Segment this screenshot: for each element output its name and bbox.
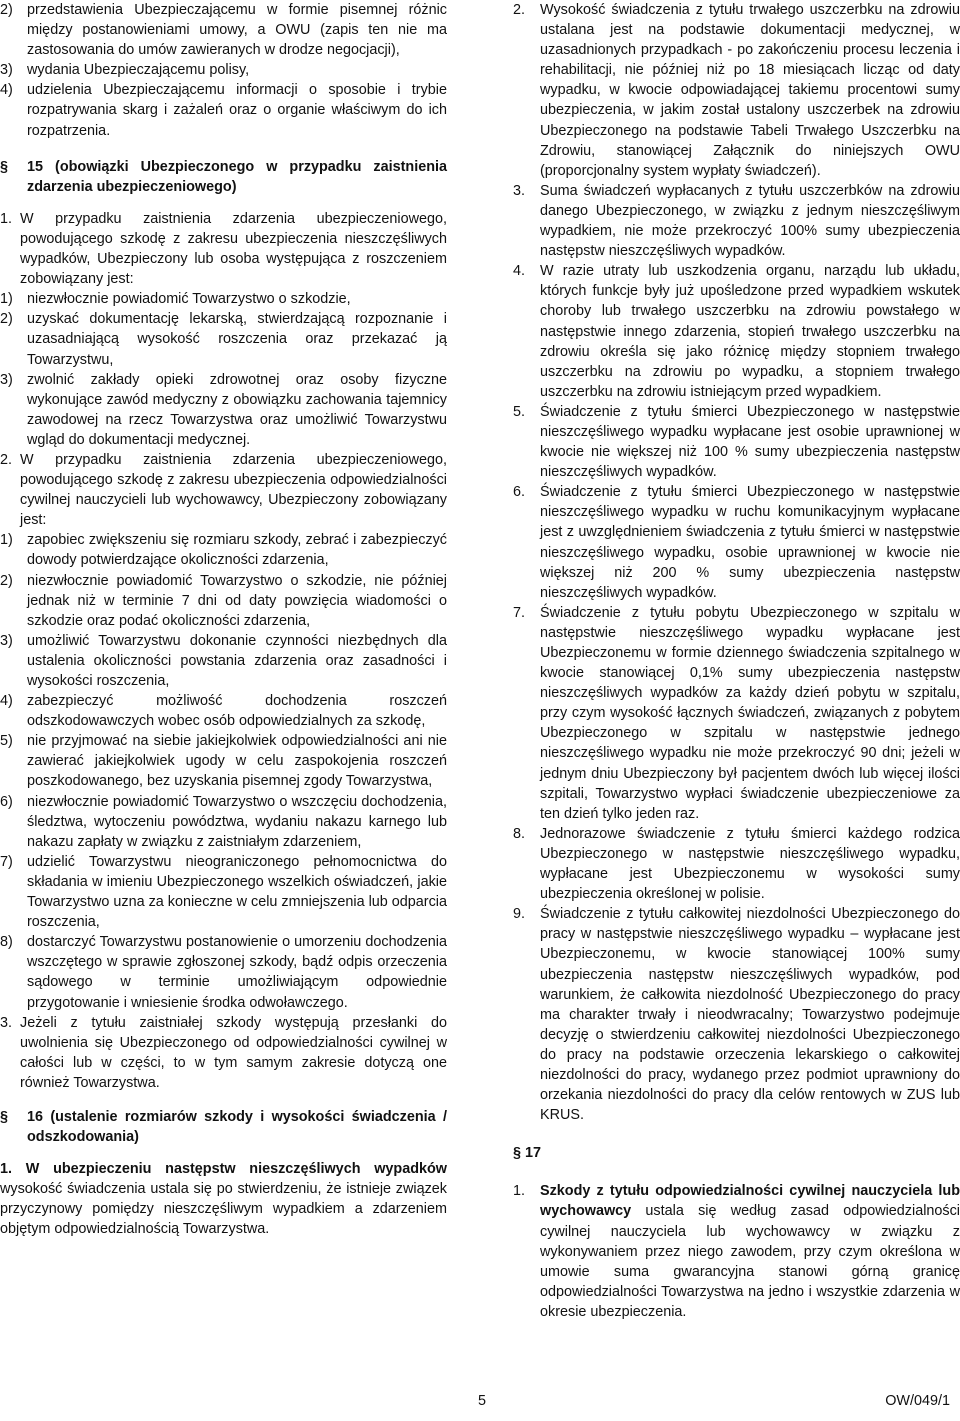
item-number: 3) [0, 632, 13, 649]
list-item [0, 370, 447, 450]
item-number: 3) [0, 62, 13, 79]
section-symbol: § [0, 158, 9, 175]
paragraph-item [513, 261, 960, 402]
paragraph-text: Świadczenie z tytułu całkowitej niezdolności Ubezpieczonego do pracy w następstwie nieszczęśliwego wypadku – wypłacane jest Ubezpieczonemu, w kwocie stanowiącej 100% sumy ubezpieczenia następstw nieszczęśliwych wypadków, pod warunkiem, że całkowita niezdolność Ubezpieczonego do pracy ma charakter trwały i nieodwracalny; Towarzystwo podejmuje decyzję o stwierdzeniu całkowitej niezdolności Ubezpieczonego do pracy na podstawie orzeczenia lekarskiego o całkowitej niezdolności do pracy, wydanego przez podmiot uprawniony do orzekania niezdolności do pracy dla celów rentowych w ZUS lub KRUS. [540, 906, 960, 1124]
paragraph-number: 2. [513, 2, 526, 18]
item-text: zwolnić zakłady opieki zdrowotnej oraz osoby fizyczne wykonujące zawód medyczny z obowiązku zachowania tajemnicy zawodowej na rzecz Towarzystwa oraz umożliwić Towarzystwu wgląd do dokumentacji medycznej. [27, 371, 447, 448]
section-title: 15 (obowiązki Ubezpieczonego w przypadku zaistnienia zdarzenia ubezpieczeniowego) [27, 158, 447, 195]
item-text: niezwłocznie powiadomić Towarzystwo o szkodzie, nie później jednak niż w terminie 7 dni od daty powzięcia wiadomości o szkodzie oraz podać okoliczności zdarzenia, [27, 572, 447, 629]
section-symbol: § [0, 1108, 9, 1125]
paragraph-item [513, 824, 960, 904]
paragraph-text: wysokość świadczenia ustala się po stwierdzeniu, że istnieje związek przyczynowy pomiędzy nieszczęśliwym wypadkiem a zdarzeniem objętym odpowiedzialnością Towarzystwa. [0, 1181, 447, 1238]
list-item [0, 691, 447, 731]
section-17-heading [513, 1143, 960, 1163]
paragraph-item [0, 1159, 447, 1239]
item-number: 6) [0, 793, 13, 810]
paragraph-text: W przypadku zaistnienia zdarzenia ubezpieczeniowego, powodującego szkodę z zakresu ubezpieczenia odpowiedzialności cywilnej nauczycieli lub wychowawcy, Ubezpieczony zobowiązany jest: [20, 451, 447, 529]
paragraph-number: 2. [0, 451, 13, 468]
paragraph-text: W razie utraty lub uszkodzenia organu, narządu lub układu, których funkcje były już upośledzone przed wypadkiem wskutek choroby lub trwałego uszczerbku na zdrowiu powstałego w następstwie innego zdarzenia, stopień trwałego uszczerbku na zdrowiu określa się jako różnicę między stopniem trwałego uszczerbku na zdrowiu po wypadku, a stopniem trwałego uszczerbku na zdrowiu istniejącym przed wypadkiem. [540, 263, 960, 400]
page-number: 5 [478, 1393, 487, 1409]
item-number: 2) [0, 311, 13, 328]
item-text: uzyskać dokumentację lekarską, stwierdzającą rozpoznanie i uzasadniającą wysokość roszczenia oraz przekazać ją Towarzystwu, [27, 311, 447, 368]
section-title: 17 [525, 1145, 542, 1162]
paragraph-item [513, 482, 960, 603]
item-text: zabezpieczyć możliwość dochodzenia roszczeń odszkodowawczych wobec osób odpowiedzialnych za szkodę, [27, 693, 447, 730]
item-text: nie przyjmować na siebie jakiejkolwiek odpowiedzialności ani nie zawierać jakiejkolwiek ugody w celu zaspokojenia roszczeń poszkodowanego, bez uzyskania pisemnej zgody Towarzystwa, [27, 733, 447, 790]
item-text: wydania Ubezpieczającemu polisy, [27, 62, 250, 79]
paragraph-item [0, 209, 447, 289]
section-title: 16 (ustalenie rozmiarów szkody i wysokości świadczenia / odszkodowania) [27, 1108, 447, 1146]
list-item [0, 731, 447, 791]
list-item [0, 571, 447, 631]
paragraph-item [513, 181, 960, 261]
item-text: przedstawienia Ubezpieczającemu w formie pisemnej różnic między postanowieniami umowy, a OWU (zapis ten nie ma zastosowania do umów zawieranych w drodze negocjacji), [27, 2, 447, 59]
item-number: 8) [0, 934, 13, 951]
paragraph-number: 1. [0, 1161, 13, 1178]
section-15-heading [0, 157, 447, 197]
list-item [0, 852, 447, 932]
paragraph-number: 9. [513, 906, 526, 923]
item-text: dostarczyć Towarzystwu postanowienie o umorzeniu dochodzenia wszczętego w sprawie zgłoszonej szkody, bądź odpis orzeczenia sądowego w terminie umożliwiającym odpowiednie przygotowanie i wniesienie środka odwoławczego. [27, 934, 447, 1011]
item-number: 7) [0, 853, 13, 870]
item-number: 4) [0, 82, 13, 99]
item-text: udzielenia Ubezpieczającemu informacji o sposobie i trybie rozpatrywania skarg i zażaleń oraz o organie właściwym do ich rozpatrzenia. [27, 82, 447, 139]
item-number: 5) [0, 733, 13, 750]
left-column [0, 0, 447, 1240]
document-code: OW/049/1 [885, 1393, 950, 1409]
item-number: 2) [0, 572, 13, 589]
list-item [0, 530, 447, 570]
paragraph-item [513, 0, 960, 181]
paragraph-text: Świadczenie z tytułu śmierci Ubezpieczonego w następstwie nieszczęśliwego wypadku wypłacane jest osobie uprawnionej w kwocie nie większej niż 100 % sumy ubezpieczenia następstw nieszczęśliwych wypadków. [540, 403, 960, 481]
paragraph-text: ustala się według zasad odpowiedzialności cywilnej nauczyciela lub wychowawcy w związku z wykonywaniem przez niego zawodem, przy czym określona w umowie suma gwarancyjna stanowi górną granicę odpowiedzialności Towarzystwa na jedno i wszystkie zdarzenia w okresie ubezpieczenia. [540, 1203, 960, 1320]
list-item [0, 60, 447, 80]
paragraph-number: 4. [513, 263, 526, 280]
section-symbol: § [513, 1145, 522, 1162]
page-footer [0, 1391, 960, 1421]
paragraph-number: 8. [513, 825, 526, 842]
paragraph-item [0, 1013, 447, 1093]
paragraph-number: 1. [0, 210, 13, 227]
paragraph-item [513, 402, 960, 482]
paragraph-number: 6. [513, 484, 526, 501]
item-text: zapobiec zwiększeniu się rozmiaru szkody, zebrać i zabezpieczyć dowody potwierdzające okoliczności zdarzenia, [27, 532, 447, 569]
paragraph-number: 7. [513, 604, 526, 621]
paragraph-number: 5. [513, 403, 526, 420]
paragraph-text: Świadczenie z tytułu śmierci Ubezpieczonego w następstwie nieszczęśliwego wypadku w ruchu komunikacyjnym wypłacane jest z uwzględnieniem świadczenia z tytułu śmierci w następstwie nieszczęśliwego wypadku, osobie uprawnionej w kwocie nie większej niż 200 % sumy ubezpieczenia następstw nieszczęśliwych wypadków. [540, 484, 960, 601]
item-text: niezwłocznie powiadomić Towarzystwo o wszczęciu dochodzenia, śledztwa, wytoczeniu powództwa, wydaniu nakazu karnego lub nakazu zapłaty w związku z zaistniałym zdarzeniem, [27, 793, 447, 850]
paragraph-text: Suma świadczeń wypłacanych z tytułu uszczerbków na zdrowiu danego Ubezpieczonego, w związku z jednym nieszczęśliwym wypadkiem, nie może przekroczyć 100% sumy ubezpieczenia następstw nieszczęśliwych wypadków. [540, 182, 960, 260]
right-column [513, 0, 960, 1322]
item-text: niezwłocznie powiadomić Towarzystwo o szkodzie, [27, 291, 351, 308]
paragraph-bold-lead: Szkody z tytułu odpowiedzialności cywilnej nauczyciela lub wychowawcy [540, 1183, 960, 1220]
item-text: umożliwić Towarzystwu dokonanie czynności niezbędnych dla ustalenia okoliczności powstania zdarzenia oraz zasadności i wysokości roszczenia, [27, 632, 447, 689]
item-number: 4) [0, 693, 13, 710]
paragraph-number: 3. [0, 1014, 13, 1031]
section-16-heading [0, 1107, 447, 1147]
list-item [0, 309, 447, 369]
paragraph-item [513, 603, 960, 824]
paragraph-text: Wysokość świadczenia z tytułu trwałego uszczerbku na zdrowiu ustalana jest na podstawie dokumentacji medycznej, w uzasadnionych przypadkach - po zakończeniu procesu leczenia i rehabilitacji, nie później niż po 18 miesiącach licząc od daty wypadku, w kwocie odpowiadającej takiemu procentowi sumy ubezpieczenia, w jakim został ustalony uszczerbek na zdrowiu Ubezpieczonego na podstawie Tabeli Trwałego Uszczerbku na Zdrowiu, stanowiącej Załącznik do niniejszych OWU (proporcjonalny system wypłaty świadczeń). [540, 2, 960, 179]
list-item [0, 80, 447, 140]
paragraph-item [0, 450, 447, 530]
paragraph-number: 3. [513, 182, 526, 199]
item-number: 2) [0, 2, 13, 18]
paragraph-bold-lead: W ubezpieczeniu następstw nieszczęśliwych wypadków [25, 1161, 447, 1178]
paragraph-item [513, 1181, 960, 1322]
item-number: 1) [0, 532, 13, 549]
item-number: 3) [0, 371, 13, 388]
paragraph-text: Jednorazowe świadczenie z tytułu śmierci każdego rodzica Ubezpieczonego w następstwie nieszczęśliwego wypadku, wypłacane jest Ubezpieczonemu w wysokości sumy ubezpieczenia określonej w polisie. [540, 825, 960, 903]
paragraph-number: 1. [513, 1183, 526, 1200]
list-item [0, 289, 447, 309]
paragraph-item [513, 904, 960, 1125]
paragraph-text: Świadczenie z tytułu pobytu Ubezpieczonego w szpitalu w następstwie nieszczęśliwego wypadku wypłacane jest Ubezpieczonemu w formie dziennego świadczenia szpitalnego w kwocie stanowiącej 0,1% sumy ubezpieczenia następstw nieszczęśliwych wypadków za każdy dzień pobytu w szpitalu, przy czym wysokość łącznych świadczeń, związanych z pobytem Ubezpieczonego w szpitalu w następstwie jednego nieszczęśliwego wypadku nie może przekroczyć 90 dni; jeżeli w jednym dniu Ubezpieczony był pacjentem dwóch lub więcej ilości szpitali, Towarzystwo wypłaci świadczenie ubezpieczeniowe za ten dzień tylko jeden raz. [540, 604, 960, 822]
paragraph-text: Jeżeli z tytułu zaistniałej szkody występują przesłanki do uwolnienia się Ubezpieczonego od odpowiedzialności cywilnej w całości lub w części, to w tym samym zakresie dotyczą one również Towarzystwa. [20, 1014, 447, 1091]
list-item [0, 932, 447, 1012]
item-number: 1) [0, 291, 13, 308]
list-item [0, 792, 447, 852]
paragraph-text: W przypadku zaistnienia zdarzenia ubezpieczeniowego, powodującego szkodę z zakresu ubezpieczenia nieszczęśliwych wypadków, Ubezpieczony lub osoba występująca z roszczeniem zobowiązany jest: [20, 210, 447, 288]
item-text: udzielić Towarzystwu nieograniczonego pełnomocnictwa do składania w imieniu Ubezpieczonego wszelkich oświadczeń, jakie Towarzystwo uzna za konieczne w celu zmniejszenia lub odparcia roszczenia, [27, 853, 447, 931]
list-item [0, 0, 447, 60]
list-item [0, 631, 447, 691]
